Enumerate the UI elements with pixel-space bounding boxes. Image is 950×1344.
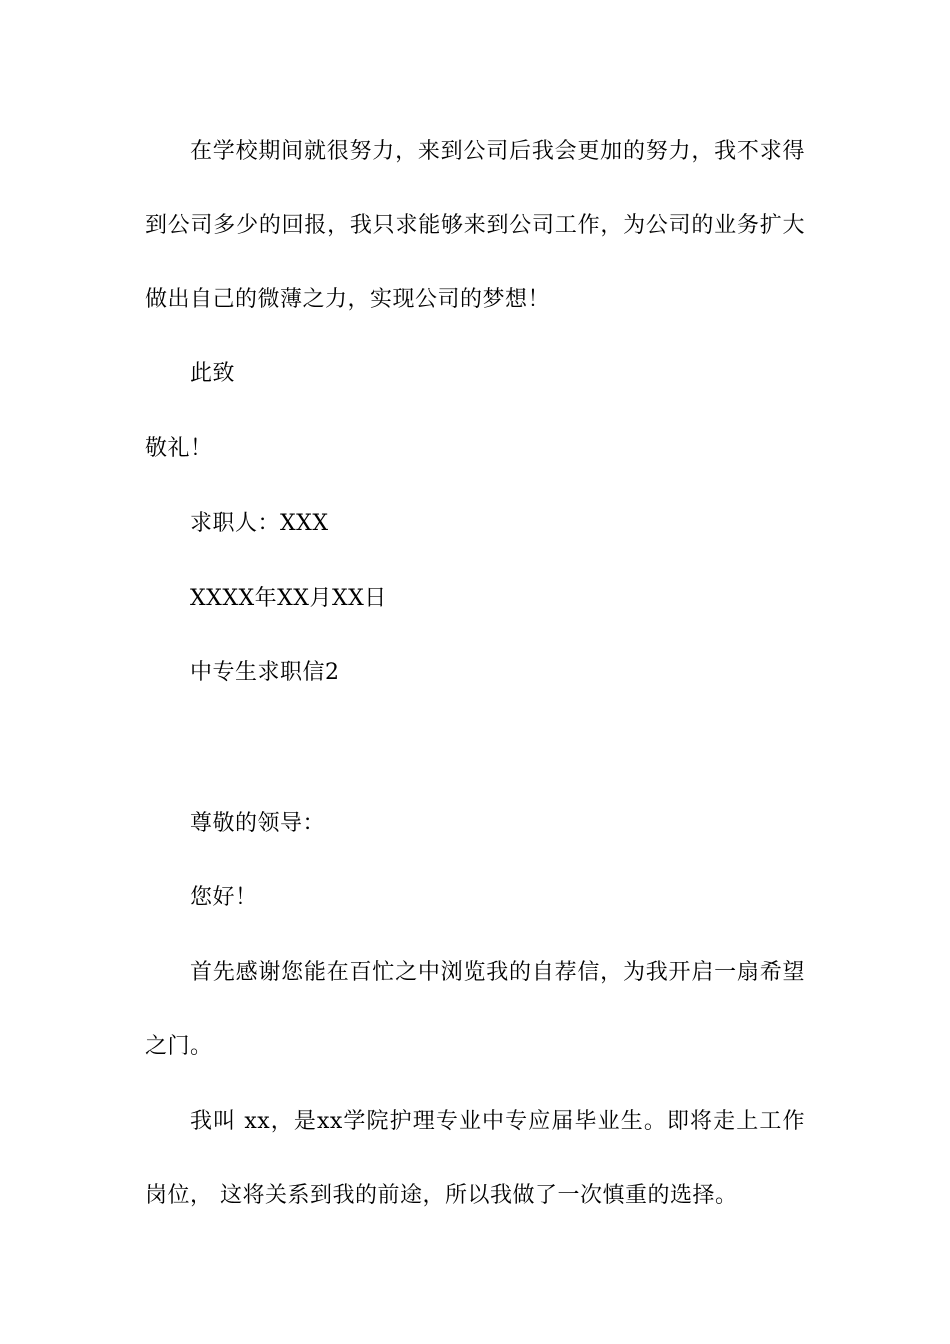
paragraph-line-6: 我叫 xx，是xx学院护理专业中专应届毕业生。即将走上工作 — [190, 1109, 805, 1134]
section-title: 中专生求职信2 — [190, 660, 340, 685]
applicant-name: 求职人：XXX — [190, 511, 329, 536]
greeting-hello: 您好！ — [190, 885, 258, 910]
paragraph-line-4: 首先感谢您能在百忙之中浏览我的自荐信，为我开启一扇希望 — [190, 960, 805, 985]
paragraph-line-7: 岗位， 这将关系到我的前途，所以我做了一次慎重的选择。 — [145, 1183, 738, 1208]
letter-date: XXXX年XX月XX日 — [190, 586, 387, 611]
greeting-recipient: 尊敬的领导： — [190, 811, 326, 836]
closing-salutation: 此致 — [190, 361, 236, 386]
paragraph-line-2: 到公司多少的回报，我只求能够来到公司工作，为公司的业务扩大 — [145, 213, 805, 238]
paragraph-line-1: 在学校期间就很努力，来到公司后我会更加的努力，我不求得 — [190, 139, 805, 164]
paragraph-line-5: 之门。 — [145, 1034, 213, 1059]
closing-regards: 敬礼！ — [145, 436, 213, 461]
paragraph-line-3: 做出自己的微薄之力，实现公司的梦想！ — [145, 287, 551, 312]
